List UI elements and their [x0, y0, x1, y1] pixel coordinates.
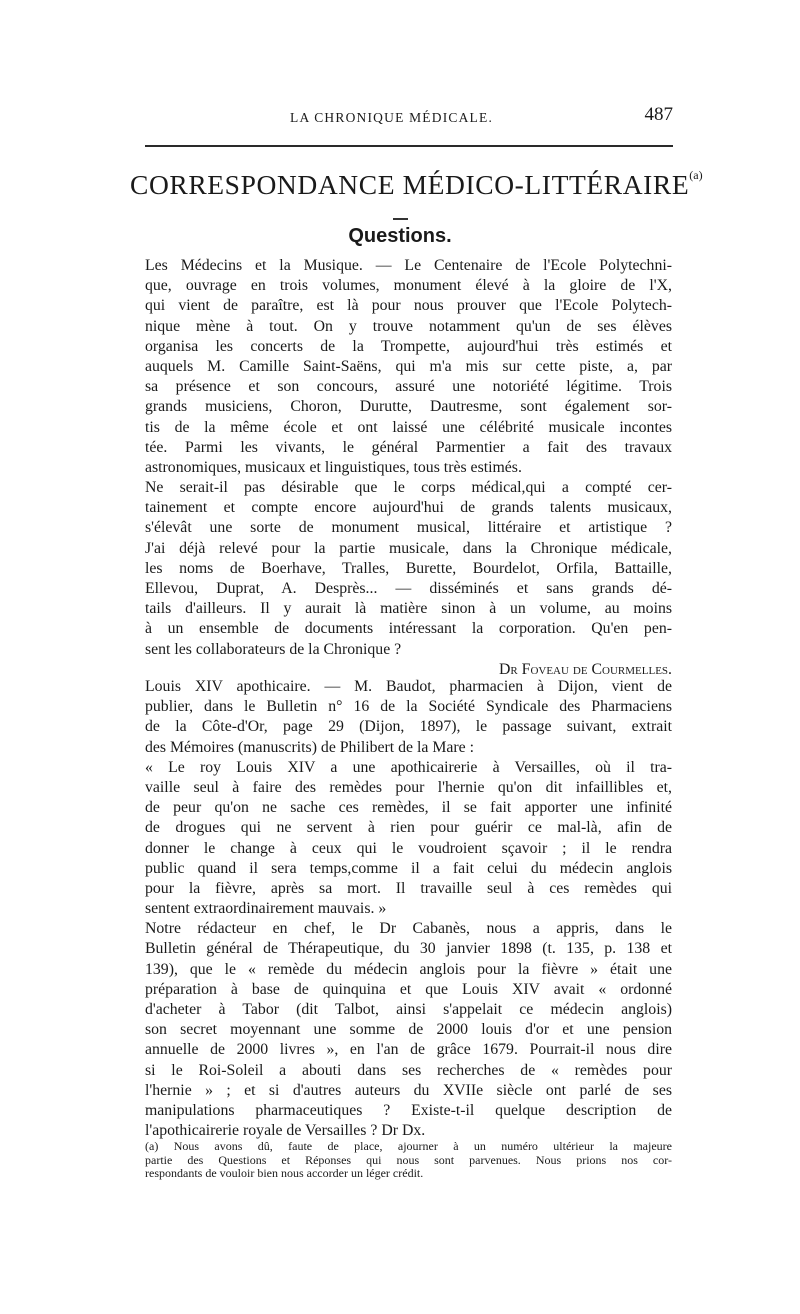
text-line: que, ouvrage en trois volumes, monument élevé à la gloire de l'X, — [145, 277, 672, 295]
section-title-text: CORRESPONDANCE MÉDICO-LITTÉRAIRE — [130, 169, 690, 200]
text-line: tée. Parmi les vivants, le général Parmentier a fait des travaux — [145, 438, 672, 456]
footnote-line: partie des Questions et Réponses qui nous sont parvenues. Nous prions nos cor- — [145, 1152, 672, 1167]
footnote-reference: (a) — [689, 168, 703, 182]
text-line: qui vient de paraître, est là pour nous prouver que l'Ecole Polytech- — [145, 297, 672, 315]
text-line: à un ensemble de documents intéressant la corporation. Qu'en pen- — [145, 620, 672, 638]
text-line: Louis XIV apothicaire. — M. Baudot, pharmacien à Dijon, vient de — [145, 678, 672, 695]
text-line: Ellevou, Duprat, A. Desprès... — disséminés et sans grands dé- — [145, 580, 672, 597]
text-line: manipulations pharmaceutiques ? Existe-t-il quelque description de — [145, 1101, 672, 1119]
text-line: son secret moyennant une somme de 2000 louis d'or et une pension — [145, 1021, 672, 1039]
article-louis-xiv-apothicaire — [145, 677, 672, 1141]
text-line: nique mène à tout. On y trouve notamment qu'un de ses élèves — [145, 317, 672, 335]
text-line: J'ai déjà relevé pour la partie musicale, dans la Chronique médicale, — [145, 539, 672, 557]
text-line: annuelle de 2000 livres », en l'an de grâce 1679. Pourrait-il nous dire — [145, 1041, 672, 1059]
text-line: des Mémoires (manuscrits) de Philibert de la Mare : — [145, 738, 475, 756]
text-line: les noms de Boerhave, Tralles, Burette, Bourdelot, Orfila, Battaille, — [145, 559, 672, 577]
subsection-title: Questions. — [348, 225, 452, 247]
running-title: LA CHRONIQUE MÉDICALE. — [290, 110, 494, 125]
text-line: préparation à base de quinquina et que Louis XIV avait « ordonné — [145, 980, 672, 998]
text-line: Bulletin général de Thérapeutique, du 30 janvier 1898 (t. 135, p. 138 et — [145, 940, 672, 958]
text-line: Notre rédacteur en chef, le Dr Cabanès, nous a appris, dans le — [145, 920, 672, 938]
footnote — [145, 1140, 672, 1181]
text-line: organisa les concerts de la Trompette, aujourd'hui très estimés et — [145, 337, 672, 355]
text-line: vaille seul à faire des remèdes pour l'hernie qu'on dit infaillibles et, — [145, 778, 672, 796]
running-header — [145, 104, 673, 130]
text-line: tainement et compte encore aujourd'hui de grands talents musicaux, — [145, 499, 672, 517]
title-dash — [393, 218, 408, 220]
text-line: d'acheter à Tabor (dit Talbot, ainsi s'appelait ce médecin anglois) — [145, 1001, 672, 1018]
text-line: l'apothicairerie royale de Versailles ? Dr Dx. — [145, 1122, 426, 1140]
text-line: 139), que le « remède du médecin anglois pour la fièvre » était une — [145, 960, 672, 978]
text-line: « Le roy Louis XIV a une apothicairerie à Versailles, où il tra- — [145, 758, 672, 776]
text-line: public quand il sera temps,comme il a fait celui du médecin anglois — [145, 859, 672, 877]
text-line: sent les collaborateurs de la Chronique ? — [145, 640, 402, 658]
footnote-line: (a) Nous avons dû, faute de place, ajourner à un numéro ultérieur la majeure — [145, 1139, 672, 1153]
text-line: sa présence et son concours, assuré une notoriété légitime. Trois — [145, 378, 672, 396]
text-line: s'élevât une sorte de monument musical, littéraire et artistique ? — [145, 519, 672, 537]
text-line: publier, dans le Bulletin n° 16 de la Société Syndicale des Pharmaciens — [145, 698, 672, 716]
section-title — [130, 168, 703, 201]
text-line: si le Roi-Soleil a abouti dans ses recherches de « remèdes pour — [145, 1061, 672, 1079]
page-number: 487 — [644, 104, 673, 125]
text-line: Ne serait-il pas désirable que le corps médical,qui a compté cer- — [145, 479, 672, 497]
text-line: astronomiques, musicaux et linguistiques, tous très estimés. — [145, 458, 522, 476]
text-line: de la Côte-d'Or, page 29 (Dijon, 1897), le passage suivant, extrait — [145, 718, 672, 736]
text-line: auquels M. Camille Saint-Saëns, qui m'a mis sur cette piste, a, par — [145, 357, 672, 375]
author-signature: Dr Foveau de Courmelles. — [498, 660, 672, 678]
header-rule — [145, 145, 673, 147]
article-medecins-musique — [145, 256, 672, 680]
text-line: de peur qu'on ne sache ces remèdes, il se fait apporter une infinité — [145, 799, 672, 817]
text-line: pour la fièvre, après sa mort. Il travaille seul à ces remèdes qui — [145, 879, 672, 897]
footnote-line: respondants de vouloir bien nous accorder un léger crédit. — [145, 1166, 424, 1180]
text-line: l'hernie » ; et si d'autres auteurs du XVIIe siècle ont parlé de ses — [145, 1081, 672, 1099]
text-line: Les Médecins et la Musique. — Le Centenaire de l'Ecole Polytechni- — [145, 257, 672, 274]
text-line: donner le change à ceux qui le voudroient sçavoir ; il le rendra — [145, 839, 672, 857]
text-line: sentent extraordinairement mauvais. » — [145, 900, 387, 918]
text-line: de drogues qui ne servent à rien pour guérir ce mal-là, afin de — [145, 819, 672, 837]
text-line: tails d'ailleurs. Il y aurait là matière sinon à un volume, au moins — [145, 600, 672, 618]
text-line: tis de la même école et ont laissé une célébrité musicale incontes — [145, 418, 672, 436]
text-line: grands musiciens, Choron, Durutte, Dautresme, sont également sor- — [145, 398, 672, 416]
